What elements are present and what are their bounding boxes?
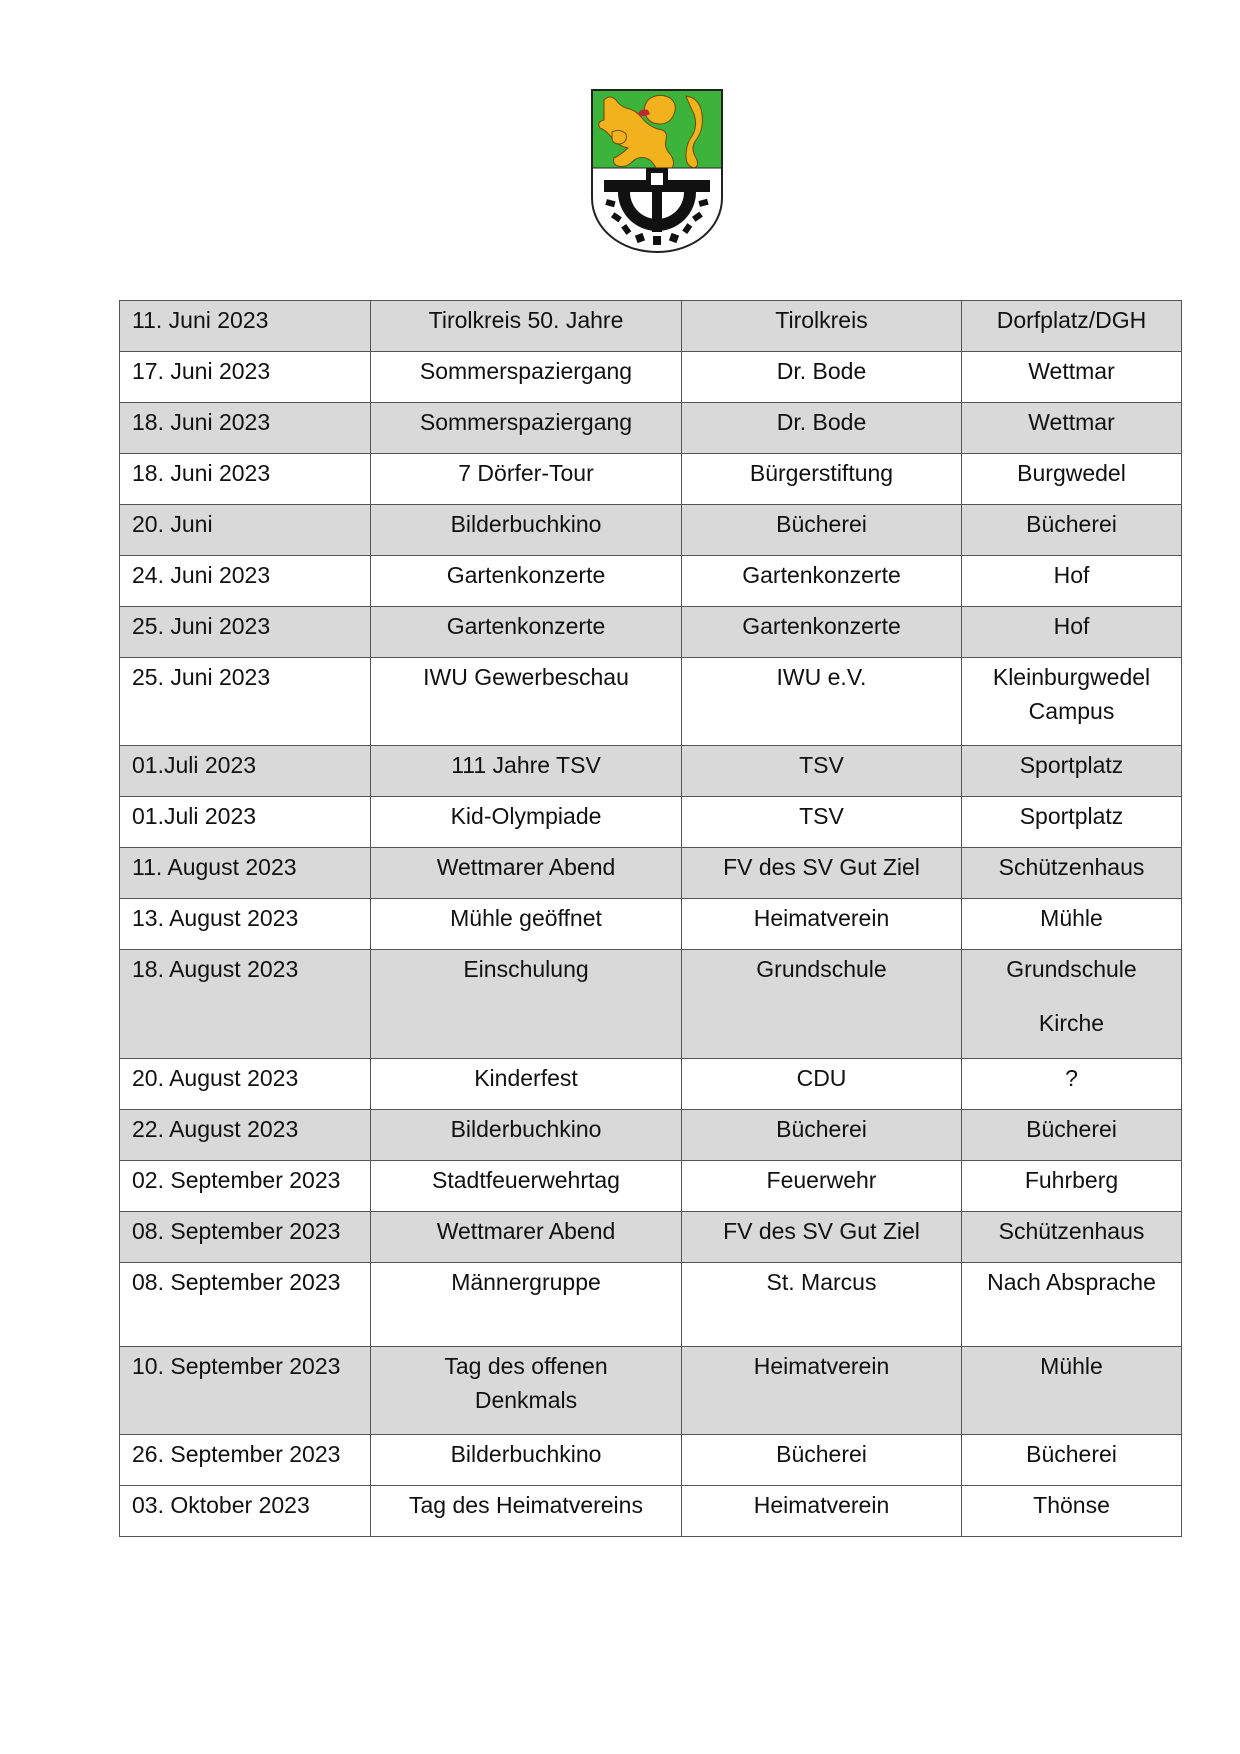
event-location: Burgwedel	[962, 454, 1182, 505]
table-row	[120, 1110, 1182, 1161]
event-title: Sommerspaziergang	[371, 403, 682, 454]
event-date: 02. September 2023	[120, 1161, 371, 1212]
event-location: Mühle	[962, 899, 1182, 950]
event-title	[371, 1347, 682, 1435]
table-row	[120, 1161, 1182, 1212]
event-date: 10. September 2023	[120, 1347, 371, 1435]
event-date: 18. Juni 2023	[120, 454, 371, 505]
event-organizer: Tirolkreis	[682, 301, 962, 352]
event-date: 01.Juli 2023	[120, 797, 371, 848]
event-title: IWU Gewerbeschau	[371, 658, 682, 746]
event-title: Stadtfeuerwehrtag	[371, 1161, 682, 1212]
event-location: ?	[962, 1059, 1182, 1110]
event-location: Schützenhaus	[962, 1212, 1182, 1263]
event-organizer: Feuerwehr	[682, 1161, 962, 1212]
event-date: 03. Oktober 2023	[120, 1486, 371, 1537]
event-organizer: Heimatverein	[682, 899, 962, 950]
event-organizer: Grundschule	[682, 950, 962, 1059]
event-organizer: Gartenkonzerte	[682, 556, 962, 607]
table-row	[120, 1486, 1182, 1537]
table-row	[120, 1347, 1182, 1435]
coat-of-arms-logo	[590, 88, 724, 254]
table-row	[120, 950, 1182, 1059]
event-location: Thönse	[962, 1486, 1182, 1537]
event-title: Sommerspaziergang	[371, 352, 682, 403]
event-title: Tag des Heimatvereins	[371, 1486, 682, 1537]
event-location: Mühle	[962, 1347, 1182, 1435]
event-date: 25. Juni 2023	[120, 658, 371, 746]
table-row	[120, 658, 1182, 746]
event-organizer: IWU e.V.	[682, 658, 962, 746]
event-date: 26. September 2023	[120, 1435, 371, 1486]
event-title: Wettmarer Abend	[371, 1212, 682, 1263]
event-date: 22. August 2023	[120, 1110, 371, 1161]
table-row	[120, 607, 1182, 658]
event-title: Männergruppe	[371, 1263, 682, 1347]
table-row	[120, 454, 1182, 505]
event-organizer: Bücherei	[682, 1435, 962, 1486]
event-location: Schützenhaus	[962, 848, 1182, 899]
event-organizer: Dr. Bode	[682, 352, 962, 403]
event-location: Nach Absprache	[962, 1263, 1182, 1347]
event-organizer: Heimatverein	[682, 1486, 962, 1537]
event-organizer: Bücherei	[682, 505, 962, 556]
event-title: Wettmarer Abend	[371, 848, 682, 899]
event-title: 7 Dörfer-Tour	[371, 454, 682, 505]
event-location-line: Campus	[1028, 698, 1115, 724]
event-organizer: Heimatverein	[682, 1347, 962, 1435]
event-date: 13. August 2023	[120, 899, 371, 950]
event-title: Bilderbuchkino	[371, 1110, 682, 1161]
table-row	[120, 746, 1182, 797]
event-location: Hof	[962, 607, 1182, 658]
event-organizer: FV des SV Gut Ziel	[682, 1212, 962, 1263]
event-location: Dorfplatz/DGH	[962, 301, 1182, 352]
table-row	[120, 1435, 1182, 1486]
event-title: Gartenkonzerte	[371, 556, 682, 607]
event-location	[962, 950, 1182, 1059]
table-row	[120, 1059, 1182, 1110]
event-date: 18. Juni 2023	[120, 403, 371, 454]
event-title: Einschulung	[371, 950, 682, 1059]
event-date: 17. Juni 2023	[120, 352, 371, 403]
event-date: 01.Juli 2023	[120, 746, 371, 797]
event-location: Wettmar	[962, 352, 1182, 403]
table-row	[120, 899, 1182, 950]
table-row	[120, 1212, 1182, 1263]
event-date: 08. September 2023	[120, 1212, 371, 1263]
event-title: 111 Jahre TSV	[371, 746, 682, 797]
event-date: 11. Juni 2023	[120, 301, 371, 352]
table-row	[120, 352, 1182, 403]
event-organizer: CDU	[682, 1059, 962, 1110]
event-date: 25. Juni 2023	[120, 607, 371, 658]
event-date: 08. September 2023	[120, 1263, 371, 1347]
event-organizer: Bücherei	[682, 1110, 962, 1161]
event-organizer: Gartenkonzerte	[682, 607, 962, 658]
event-organizer: TSV	[682, 746, 962, 797]
table-row	[120, 301, 1182, 352]
table-row	[120, 403, 1182, 454]
event-location: Bücherei	[962, 505, 1182, 556]
event-location-line: Grundschule	[1006, 956, 1137, 982]
event-location: Bücherei	[962, 1110, 1182, 1161]
event-date: 18. August 2023	[120, 950, 371, 1059]
table-row	[120, 797, 1182, 848]
event-date: 24. Juni 2023	[120, 556, 371, 607]
event-date: 11. August 2023	[120, 848, 371, 899]
table-row	[120, 848, 1182, 899]
table-row	[120, 556, 1182, 607]
event-location: Sportplatz	[962, 797, 1182, 848]
event-location-line: Kirche	[1038, 1010, 1105, 1036]
event-title: Bilderbuchkino	[371, 505, 682, 556]
event-date: 20. August 2023	[120, 1059, 371, 1110]
event-organizer: St. Marcus	[682, 1263, 962, 1347]
event-title: Kid-Olympiade	[371, 797, 682, 848]
event-organizer: Dr. Bode	[682, 403, 962, 454]
event-location: Wettmar	[962, 403, 1182, 454]
event-title-line: Tag des offenen	[444, 1353, 608, 1379]
events-table	[119, 300, 1182, 1537]
event-location: Bücherei	[962, 1435, 1182, 1486]
event-title: Tirolkreis 50. Jahre	[371, 301, 682, 352]
event-location	[962, 658, 1182, 746]
event-title: Kinderfest	[371, 1059, 682, 1110]
event-organizer: FV des SV Gut Ziel	[682, 848, 962, 899]
event-location: Sportplatz	[962, 746, 1182, 797]
table-row	[120, 505, 1182, 556]
event-organizer: TSV	[682, 797, 962, 848]
event-date: 20. Juni	[120, 505, 371, 556]
table-row	[120, 1263, 1182, 1347]
event-title: Mühle geöffnet	[371, 899, 682, 950]
event-location: Hof	[962, 556, 1182, 607]
event-title: Gartenkonzerte	[371, 607, 682, 658]
event-location-line: Kleinburgwedel	[992, 664, 1151, 690]
event-title-line: Denkmals	[474, 1387, 578, 1413]
event-title: Bilderbuchkino	[371, 1435, 682, 1486]
event-location: Fuhrberg	[962, 1161, 1182, 1212]
event-organizer: Bürgerstiftung	[682, 454, 962, 505]
